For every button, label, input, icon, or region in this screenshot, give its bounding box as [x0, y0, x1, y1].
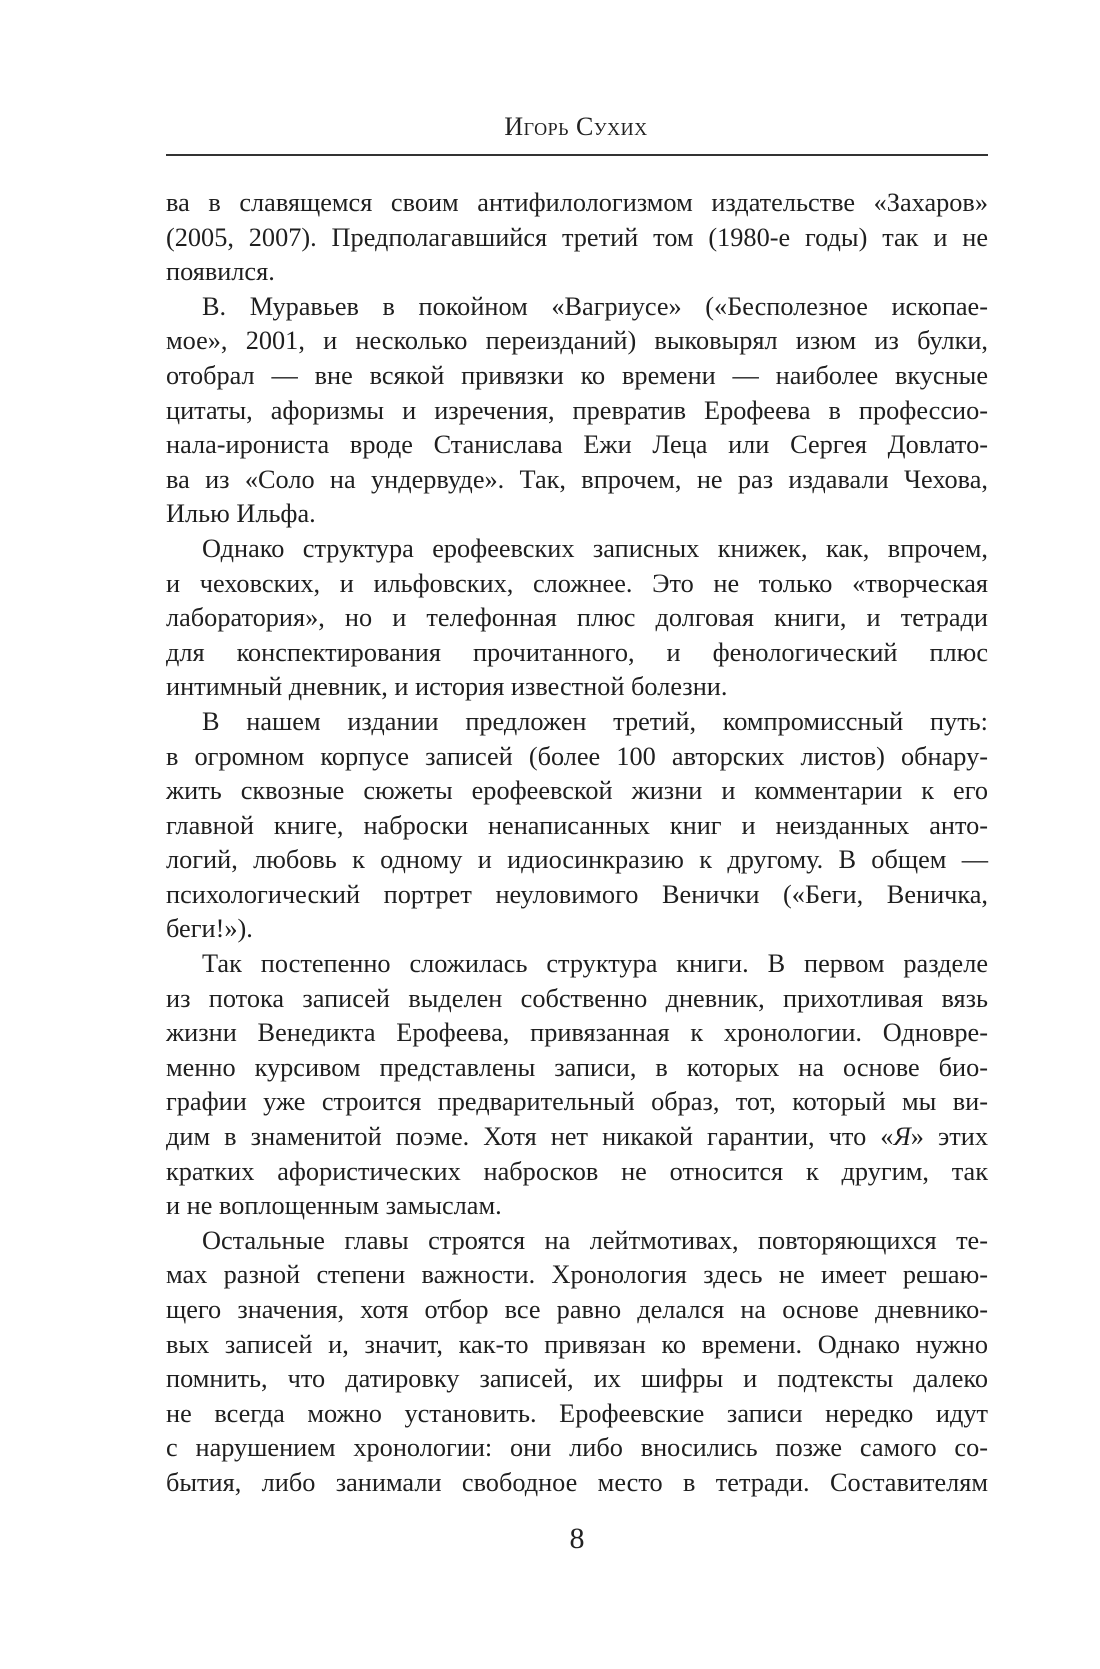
text-line: В. Муравьев в покойном «Вагриусе» («Бесполезное ископае- [202, 291, 988, 321]
paragraph [166, 705, 988, 947]
text-line: появился. [166, 257, 275, 287]
paragraph [166, 290, 988, 532]
text-line: ва в славящемся своим антифилологизмом издательстве «Захаров» [166, 188, 988, 217]
text-line: цитаты, афоризмы и изречения, превратив Ерофеева в профессио- [166, 395, 988, 425]
text-line: жизни Венедикта Ерофеева, привязанная к хронологии. Одновре- [166, 1018, 988, 1048]
text-line: мое», 2001, и несколько переизданий) выковырял изюм из булки, [166, 326, 988, 356]
paragraph [166, 532, 988, 705]
text-line: помнить, что датировку записей, их шифры и подтексты далеко [166, 1364, 988, 1394]
text-line: и чеховских, и ильфовских, сложнее. Это не только «творческая [166, 568, 988, 598]
text-line: (2005, 2007). Предполагавшийся третий том (1980-е годы) так и не [166, 222, 988, 252]
text-line: Остальные главы строятся на лейтмотивах, повторяющихся те- [202, 1225, 988, 1255]
text-line: отобрал — вне всякой привязки ко времени — наиболее вкусные [166, 360, 988, 390]
text-line: нала-ирониста вроде Станислава Ежи Леца или Сергея Довлато- [166, 430, 988, 460]
text-line: Однако структура ерофеевских записных книжек, как, впрочем, [202, 533, 988, 563]
paragraph [166, 947, 988, 1224]
text-line: кратких афористических набросков не относится к другим, так [166, 1156, 988, 1186]
text-line: бытия, либо занимали свободное место в тетради. Составителям [166, 1467, 988, 1497]
text-line: вых записей и, значит, как-то привязан ко времени. Однако нужно [166, 1329, 988, 1359]
text-line: Так постепенно сложилась структура книги. В первом разделе [202, 949, 988, 979]
page-number: 8 [569, 1522, 585, 1555]
text-line: в огромном корпусе записей (более 100 авторских листов) обнару- [166, 741, 988, 771]
text-line: интимный дневник, и история известной болезни. [166, 672, 728, 702]
text-line: и не воплощенным замыслам. [166, 1191, 502, 1221]
paragraph [166, 186, 988, 290]
text-line: беги!»). [166, 914, 253, 944]
text-line: для конспектирования прочитанного, и фенологический плюс [166, 637, 988, 667]
paragraph [166, 1224, 988, 1501]
text-line: ва из «Соло на ундервуде». Так, впрочем, не раз издавали Чехова, [166, 464, 988, 494]
text-line: В нашем издании предложен третий, компромиссный путь: [202, 706, 988, 736]
text-line: с нарушением хронологии: они либо вносились позже самого со- [166, 1433, 988, 1463]
text-line: главной книге, наброски ненаписанных книг и неизданных анто- [166, 810, 988, 840]
text-line: дим в знаменитой поэме. Хотя нет никакой гарантии, что «Я» этих [166, 1122, 988, 1152]
text-line: психологический портрет неуловимого Венички («Беги, Веничка, [166, 879, 988, 909]
text-line: мах разной степени важности. Хронология здесь не имеет решаю- [166, 1260, 988, 1290]
text-line: жить сквозные сюжеты ерофеевской жизни и комментарии к его [166, 776, 988, 806]
text-line: графии уже строится предварительный образ, тот, который мы ви- [166, 1087, 988, 1117]
text-line: логий, любовь к одному и идиосинкразию к другому. В общем — [166, 845, 988, 875]
body-text [166, 186, 988, 1501]
header-rule [166, 154, 988, 156]
text-line: Илью Ильфа. [166, 499, 316, 529]
italic-fragment: Я [893, 1122, 911, 1152]
text-line: из потока записей выделен собственно дневник, прихотливая вязь [166, 983, 988, 1013]
running-header: Игорь Сухих [504, 112, 648, 141]
text-line: менно курсивом представлены записи, в которых на основе био- [166, 1052, 988, 1082]
text-line: щего значения, хотя отбор все равно делался на основе дневнико- [166, 1295, 988, 1324]
text-line: лаборатория», но и телефонная плюс долговая книги, и тетради [166, 603, 988, 633]
text-line: не всегда можно установить. Ерофеевские записи нередко идут [166, 1398, 988, 1428]
